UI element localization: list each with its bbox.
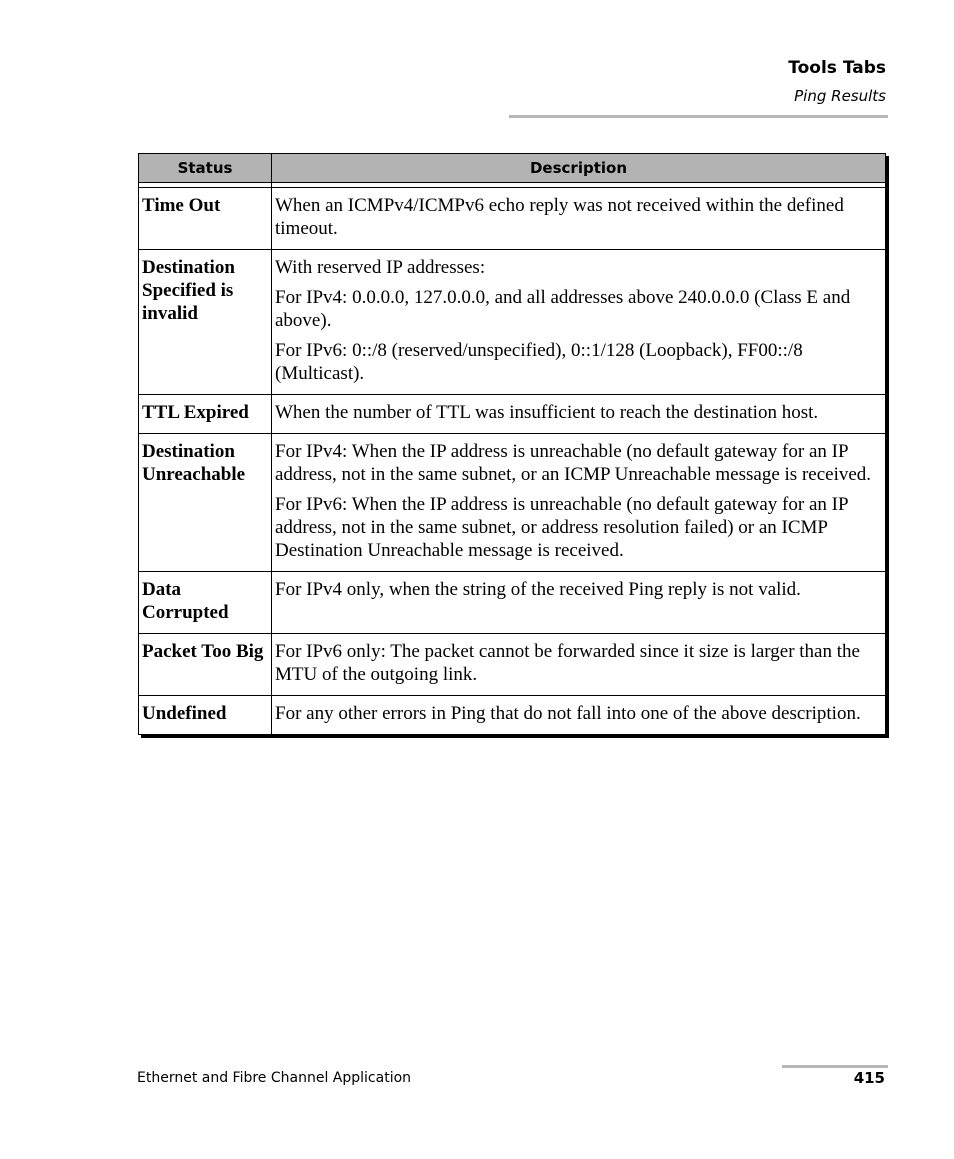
- description-cell: [272, 434, 886, 572]
- table-row: [139, 188, 886, 250]
- status-cell: Destination Unreachable: [139, 434, 272, 572]
- status-cell: TTL Expired: [139, 395, 272, 434]
- section-subtitle: Ping Results: [794, 87, 886, 105]
- description-cell: [272, 250, 886, 395]
- column-header-description: Description: [272, 154, 886, 183]
- description-cell: [272, 572, 886, 634]
- status-cell: Packet Too Big: [139, 634, 272, 696]
- table-row: [139, 434, 886, 572]
- description-text: When an ICMPv4/ICMPv6 echo reply was not received within the defined timeout.: [275, 195, 844, 239]
- description-text: For IPv4: When the IP address is unreachable (no default gateway for an IP address, not in the same subnet, or an ICMP Unreachable message is received.: [275, 441, 872, 485]
- description-text: For IPv4 only, when the string of the received Ping reply is not valid.: [275, 579, 801, 600]
- description-text: For any other errors in Ping that do not fall into one of the above description.: [275, 703, 861, 724]
- description-text: With reserved IP addresses:: [275, 257, 486, 278]
- section-title: Tools Tabs: [788, 58, 886, 78]
- status-cell: Destination Specified is invalid: [139, 250, 272, 395]
- description-text: For IPv6: When the IP address is unreachable (no default gateway for an IP address, not in the same subnet, or address resolution failed) or an ICMP Destination Unreachable message is received.: [275, 494, 848, 561]
- ping-status-table: [138, 153, 886, 735]
- document-title: Ethernet and Fibre Channel Application: [137, 1070, 412, 1086]
- table-header-row: [139, 154, 886, 183]
- status-table-container: [138, 153, 888, 735]
- description-text: When the number of TTL was insufficient to reach the destination host.: [275, 402, 819, 423]
- table-row: [139, 250, 886, 395]
- page-header: [788, 56, 886, 107]
- page-number: 415: [853, 1069, 885, 1087]
- header-rule: [509, 115, 888, 118]
- table-row: [139, 572, 886, 634]
- status-cell: Data Corrupted: [139, 572, 272, 634]
- table-row: [139, 395, 886, 434]
- status-cell: Undefined: [139, 696, 272, 735]
- column-header-status: Status: [139, 154, 272, 183]
- description-cell: [272, 634, 886, 696]
- description-cell: [272, 395, 886, 434]
- description-text: For IPv6: 0::/8 (reserved/unspecified), 0::1/128 (Loopback), FF00::/8 (Multicast).: [275, 340, 803, 384]
- description-text: For IPv6 only: The packet cannot be forwarded since it size is larger than the MTU of the outgoing link.: [275, 641, 860, 685]
- footer-rule: [782, 1065, 888, 1068]
- description-cell: [272, 696, 886, 735]
- table-row: [139, 634, 886, 696]
- table-row: [139, 696, 886, 735]
- status-cell: Time Out: [139, 188, 272, 250]
- description-text: For IPv4: 0.0.0.0, 127.0.0.0, and all addresses above 240.0.0.0 (Class E and above).: [275, 287, 851, 331]
- description-cell: [272, 188, 886, 250]
